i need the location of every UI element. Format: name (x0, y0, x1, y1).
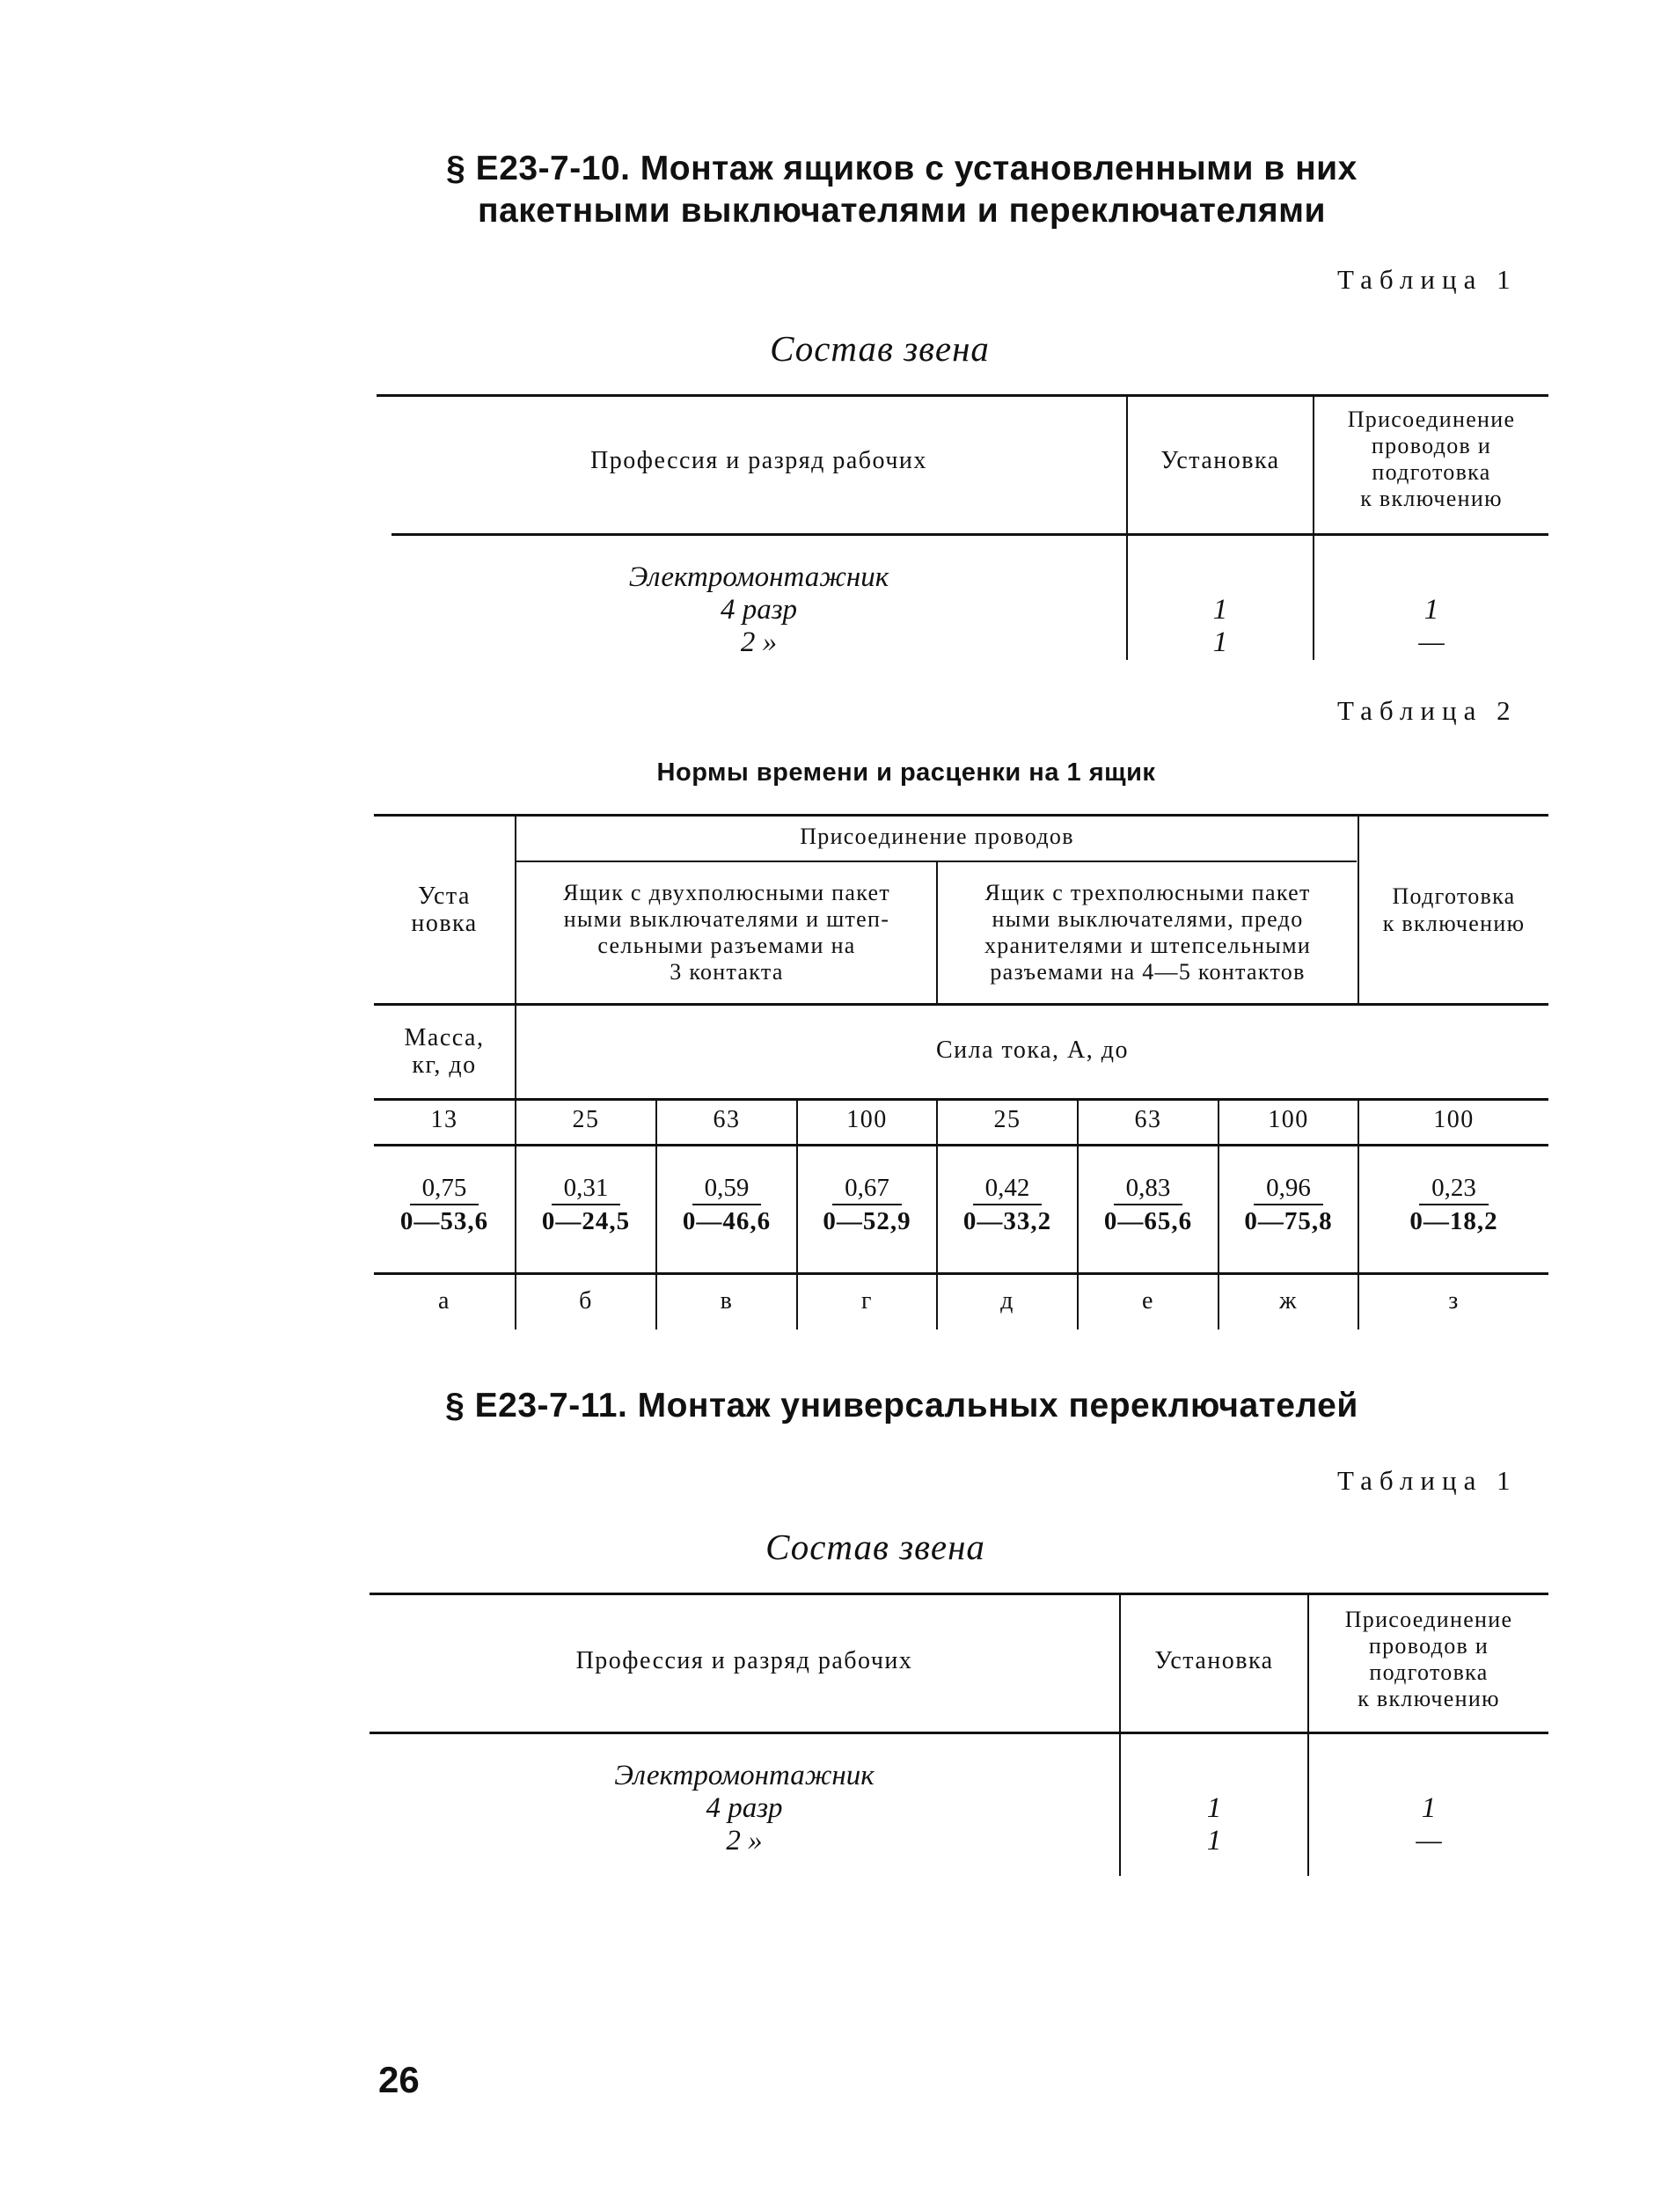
norm-cell (1219, 1173, 1358, 1237)
table-rule (374, 1144, 1548, 1146)
install-count: 1 (1206, 1825, 1222, 1857)
column-letter: а (438, 1287, 450, 1315)
header-prep (1359, 883, 1548, 937)
column-letter: е (1142, 1287, 1154, 1315)
header-prep-line: Подготовка (1392, 883, 1516, 909)
row-install (1128, 594, 1313, 659)
header-install-line: новка (411, 910, 478, 937)
row-profession (370, 1760, 1119, 1857)
s1-table1-label: Таблица 1 (1337, 264, 1518, 295)
param-cell: 63 (1134, 1106, 1162, 1133)
header-connect-line: проводов и (1371, 433, 1492, 458)
row-profession (392, 561, 1126, 659)
table-rule (392, 533, 1548, 536)
header-mass-line: кг, до (412, 1051, 477, 1079)
s1-table2-title: Нормы времени и расценки на 1 ящик (656, 758, 1156, 787)
header-connect-line: Присоединение (1344, 1607, 1513, 1632)
norm-value: 0,96 (1254, 1173, 1323, 1205)
header-three-pole-line: Ящик с трехполюсными пакет (984, 880, 1311, 905)
profession-grade: 4 разр (720, 594, 798, 626)
table-rule (374, 1098, 1548, 1101)
norm-cell (374, 1173, 515, 1237)
header-install-line: Уста (418, 883, 471, 910)
section1-heading-line1: § Е23-7-10. Монтаж ящиков с установленными в них (446, 150, 1358, 187)
header-profession: Профессия и разряд рабочих (575, 1647, 913, 1674)
rate-value: 0—75,8 (1244, 1207, 1333, 1235)
norm-cell (1359, 1173, 1548, 1237)
norm-cell (516, 1173, 655, 1237)
header-connect-line: проводов и (1368, 1633, 1489, 1659)
norm-value: 0,42 (973, 1173, 1043, 1205)
header-mass (374, 1024, 515, 1079)
profession-grade: 2 » (740, 626, 778, 658)
norm-value: 0,31 (552, 1173, 621, 1205)
row-connect (1314, 594, 1548, 659)
connect-count: 1 (1421, 1792, 1437, 1824)
row-install (1121, 1792, 1307, 1857)
header-three-pole-line: хранителями и штепсельными (984, 933, 1312, 958)
header-current: Сила тока, А, до (935, 1036, 1129, 1064)
s1-table1-title: Состав звена (770, 328, 990, 369)
rate-value: 0—24,5 (541, 1207, 631, 1235)
table-divider (515, 816, 516, 1329)
profession-name: Электромонтажник (628, 561, 889, 593)
header-install (374, 883, 515, 937)
param-cell: 100 (1268, 1106, 1309, 1133)
table-rule (377, 394, 1548, 397)
rate-value: 0—33,2 (962, 1207, 1052, 1235)
install-count: 1 (1212, 594, 1228, 626)
rate-value: 0—46,6 (682, 1207, 772, 1235)
header-two-pole-line: сельными разъемами на (597, 933, 856, 958)
norm-value: 0,59 (692, 1173, 762, 1205)
norm-cell (1079, 1173, 1218, 1237)
header-two-pole-line: Ящик с двухполюсными пакет (563, 880, 890, 905)
header-three-pole-line: разъемами на 4—5 контактов (990, 959, 1306, 985)
s2-table1-title: Состав звена (765, 1527, 985, 1567)
header-connect-line: подготовка (1372, 459, 1491, 485)
param-cell: 25 (993, 1106, 1021, 1133)
section2-heading: § Е23-7-11. Монтаж универсальных переключателей (445, 1387, 1358, 1425)
header-connect (1309, 1607, 1548, 1712)
header-connect-line: подготовка (1369, 1659, 1489, 1685)
header-connect-line: Присоединение (1347, 407, 1516, 432)
section1-heading-line2: пакетными выключателями и переключателями (478, 192, 1326, 230)
param-cell: 100 (1433, 1106, 1475, 1133)
column-letter: з (1448, 1287, 1460, 1315)
install-count: 1 (1212, 626, 1228, 658)
column-letter: г (861, 1287, 873, 1315)
header-connect-line: к включению (1360, 486, 1503, 511)
norm-value: 0,75 (410, 1173, 479, 1205)
connect-count: — (1416, 1825, 1442, 1857)
rate-value: 0—18,2 (1409, 1207, 1498, 1235)
rate-value: 0—65,6 (1103, 1207, 1193, 1235)
section1-heading (352, 148, 1452, 232)
header-install: Установка (1160, 447, 1280, 474)
norm-cell (798, 1173, 936, 1237)
column-letter: д (1000, 1287, 1014, 1315)
header-prep-line: к включению (1382, 911, 1526, 936)
header-profession: Профессия и разряд рабочих (590, 447, 927, 474)
table-rule (374, 1272, 1548, 1275)
header-three-pole (938, 880, 1358, 985)
profession-grade: 2 » (726, 1825, 763, 1857)
profession-name: Электромонтажник (614, 1760, 875, 1791)
profession-grade: 4 разр (706, 1792, 783, 1824)
param-cell: 13 (430, 1106, 458, 1133)
s2-table1-label: Таблица 1 (1337, 1465, 1518, 1496)
norm-cell (657, 1173, 796, 1237)
norm-cell (938, 1173, 1077, 1237)
norm-value: 0,67 (832, 1173, 902, 1205)
header-mass-line: Масса, (404, 1024, 485, 1051)
header-two-pole (517, 880, 936, 985)
rate-value: 0—52,9 (823, 1207, 911, 1235)
rate-value: 0—53,6 (399, 1207, 489, 1235)
connect-count: — (1418, 626, 1445, 658)
table-rule (374, 1003, 1548, 1006)
header-three-pole-line: ными выключателями, предо (992, 906, 1304, 932)
header-connection: Присоединение проводов (800, 824, 1074, 849)
row-connect (1309, 1792, 1548, 1857)
header-connect-line: к включению (1358, 1686, 1500, 1711)
param-cell: 100 (846, 1106, 888, 1133)
column-letter: в (720, 1287, 734, 1315)
header-two-pole-line: ными выключателями и штеп- (563, 906, 890, 932)
norm-value: 0,83 (1114, 1173, 1183, 1205)
connect-count: 1 (1423, 594, 1439, 626)
column-letter: ж (1279, 1287, 1298, 1315)
header-two-pole-line: 3 контакта (670, 959, 784, 985)
header-install: Установка (1154, 1647, 1274, 1674)
table-rule (370, 1593, 1548, 1595)
table-rule (374, 814, 1548, 817)
page-number: 26 (378, 2059, 420, 2100)
param-cell: 25 (572, 1106, 600, 1133)
s1-table2-label: Таблица 2 (1337, 695, 1518, 726)
column-letter: б (579, 1287, 593, 1315)
table-rule (370, 1732, 1548, 1734)
header-connect (1314, 407, 1548, 512)
norm-value: 0,23 (1419, 1173, 1489, 1205)
install-count: 1 (1206, 1792, 1222, 1824)
param-cell: 63 (713, 1106, 741, 1133)
